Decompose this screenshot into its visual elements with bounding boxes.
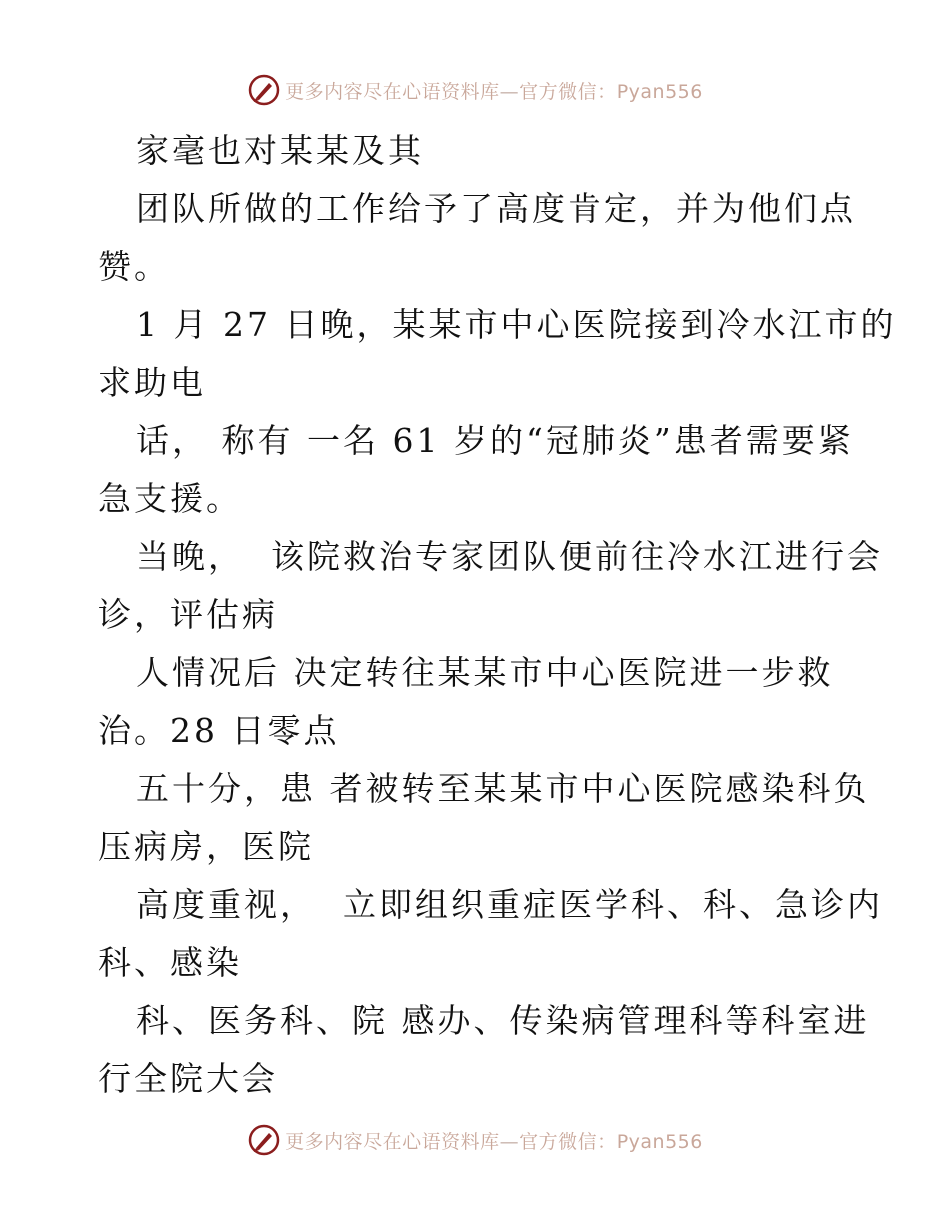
- pen-logo-icon: [247, 73, 281, 107]
- text-line: 赞。: [98, 247, 170, 286]
- text-line: 求助电: [98, 363, 206, 402]
- text-line: 高度重视， 立即组织重症医学科、科、急诊内: [136, 885, 883, 924]
- text-line: 人情况后 决定转往某某市中心医院进一步救: [136, 653, 834, 692]
- banner-wechat-label: 官方微信：: [519, 1130, 617, 1153]
- text-line: 家毫也对某某及其: [136, 131, 424, 170]
- banner-label: 更多内容尽在心语资料库: [285, 80, 500, 103]
- banner-wechat-id: Pyan556: [616, 1130, 703, 1153]
- pen-logo-icon: [247, 1123, 281, 1157]
- text-line: 压病房，医院: [98, 827, 314, 866]
- text-line: 1 月 27 日晚，某某市中心医院接到冷水江市的: [136, 305, 897, 344]
- text-line: 话， 称有 一名 61 岁的“冠肺炎”患者需要紧: [136, 421, 854, 460]
- header-banner: [0, 70, 950, 110]
- text-line: 诊，评估病: [98, 595, 278, 634]
- text-line: 治。28 日零点: [98, 711, 340, 750]
- text-line: 科、感染: [98, 943, 242, 982]
- text-line: 科、医务科、院 感办、传染病管理科等科室进: [136, 1001, 870, 1040]
- text-line: 行全院大会: [98, 1059, 278, 1098]
- text-line: 急支援。: [98, 479, 242, 518]
- text-line: 当晚， 该院救治专家团队便前往冷水江进行会: [136, 537, 883, 576]
- banner-wechat-id: Pyan556: [616, 80, 703, 103]
- banner-label: 更多内容尽在心语资料库: [285, 1130, 500, 1153]
- footer-banner: [0, 1120, 950, 1160]
- banner-separator: —: [499, 80, 520, 103]
- document-body: [98, 122, 897, 1108]
- text-line: 五十分，患 者被转至某某市中心医院感染科负: [136, 769, 870, 808]
- text-line: 团队所做的工作给予了高度肯定，并为他们点: [136, 189, 856, 228]
- banner-separator: —: [499, 1130, 520, 1153]
- banner-wechat-label: 官方微信：: [519, 80, 617, 103]
